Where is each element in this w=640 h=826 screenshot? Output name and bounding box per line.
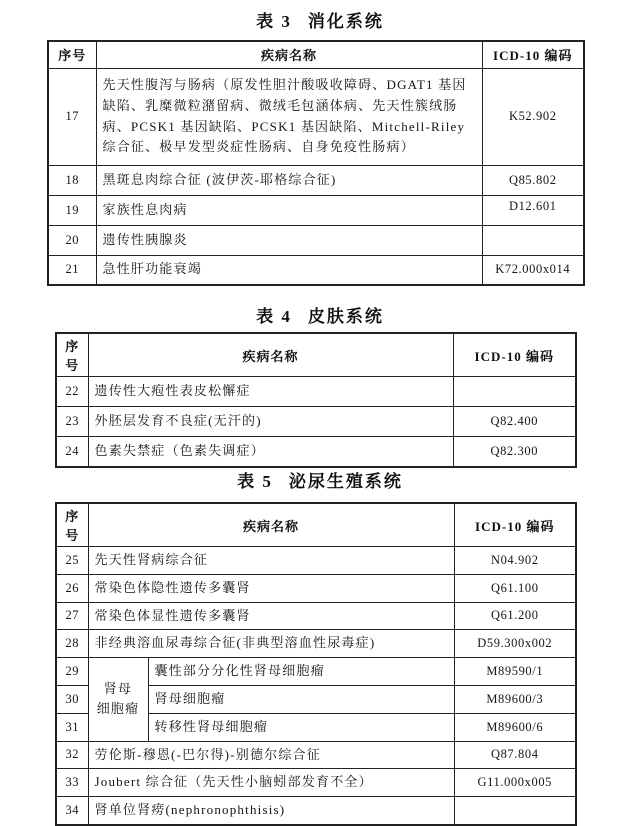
disease-name: 常染色体隐性遗传多囊肾 <box>88 574 454 602</box>
table4-title <box>0 302 640 327</box>
table-row <box>56 407 576 437</box>
disease-name: Joubert 综合征（先天性小脑蚓部发育不全） <box>88 769 454 797</box>
disease-name: 囊性部分分化性肾母细胞瘤 <box>148 658 454 686</box>
icd-code: G11.000x005 <box>454 769 576 797</box>
row-no: 24 <box>56 437 88 467</box>
icd-code: D12.601 <box>482 195 584 225</box>
table5-title-name: 泌尿生殖系统 <box>288 472 403 491</box>
row-no: 33 <box>56 769 88 797</box>
table-row <box>56 547 576 575</box>
disease-name: 常染色体显性遗传多囊肾 <box>88 602 454 630</box>
icd-code: K72.000x014 <box>482 255 584 285</box>
col-header-icd: ICD-10 编码 <box>453 333 576 377</box>
row-no: 18 <box>48 165 96 195</box>
icd-code: Q61.200 <box>454 602 576 630</box>
icd-code: Q82.400 <box>453 407 576 437</box>
disease-name: 外胚层发育不良症(无汗的) <box>88 407 453 437</box>
table4-title-prefix: 表 4 <box>256 307 292 326</box>
icd-code: M89590/1 <box>454 658 576 686</box>
disease-name: 色素失禁症（色素失调症） <box>88 437 453 467</box>
icd-code <box>482 225 584 255</box>
urogenital-system-table <box>55 502 577 826</box>
row-no: 27 <box>56 602 88 630</box>
table-row <box>48 195 584 225</box>
col-header-no: 序号 <box>48 41 96 68</box>
icd-code: Q85.802 <box>482 165 584 195</box>
table-row <box>56 437 576 467</box>
disease-name: 肾母细胞瘤 <box>148 685 454 713</box>
table3-title <box>0 7 640 32</box>
table5-title-prefix: 表 5 <box>237 472 273 491</box>
row-no: 26 <box>56 574 88 602</box>
icd-code: K52.902 <box>482 68 584 165</box>
icd-code: Q61.100 <box>454 574 576 602</box>
row-no: 30 <box>56 685 88 713</box>
row-no: 34 <box>56 797 88 825</box>
disease-name: 转移性肾母细胞瘤 <box>148 713 454 741</box>
col-header-icd: ICD-10 编码 <box>482 41 584 68</box>
table-row <box>48 255 584 285</box>
disease-name: 肾单位肾痨(nephronophthisis) <box>88 797 454 825</box>
header-row <box>56 333 576 377</box>
table-row <box>48 165 584 195</box>
icd-code <box>453 377 576 407</box>
col-header-no: 序号 <box>56 333 88 377</box>
digestive-system-table <box>47 40 585 286</box>
table-row <box>56 377 576 407</box>
row-no: 29 <box>56 658 88 686</box>
table-row <box>56 769 576 797</box>
disease-name: 黑斑息肉综合征 (波伊茨-耶格综合征) <box>96 165 482 195</box>
disease-name: 非经典溶血尿毒综合征(非典型溶血性尿毒症) <box>88 630 454 658</box>
table3-title-name: 消化系统 <box>307 12 384 31</box>
row-no: 21 <box>48 255 96 285</box>
table-row <box>48 225 584 255</box>
col-header-disease: 疾病名称 <box>96 41 482 68</box>
group-label-line1: 肾母 <box>103 681 133 697</box>
table5-title <box>0 467 640 492</box>
header-row <box>56 503 576 547</box>
table-row <box>56 574 576 602</box>
disease-group-label <box>88 658 148 741</box>
disease-name: 劳伦斯-穆恩(-巴尔得)-别德尔综合征 <box>88 741 454 769</box>
icd-code: N04.902 <box>454 547 576 575</box>
col-header-disease: 疾病名称 <box>88 333 453 377</box>
icd-code: Q82.300 <box>453 437 576 467</box>
table-row <box>56 630 576 658</box>
row-no: 23 <box>56 407 88 437</box>
icd-code: D59.300x002 <box>454 630 576 658</box>
group-label-line2: 细胞瘤 <box>96 701 140 717</box>
row-no: 28 <box>56 630 88 658</box>
col-header-disease: 疾病名称 <box>88 503 454 547</box>
header-row <box>48 41 584 68</box>
table-row <box>56 741 576 769</box>
table3-title-prefix: 表 3 <box>256 12 292 31</box>
table-row <box>56 797 576 825</box>
icd-code: Q87.804 <box>454 741 576 769</box>
table-row <box>56 602 576 630</box>
disease-name: 先天性腹泻与肠病（原发性胆汁酸吸收障碍、DGAT1 基因缺陷、乳糜微粒潴留病、微绒毛包涵体病、先天性簇绒肠病、PCSK1 基因缺陷、PCSK1 基因缺陷、Mitchell-Riley 综合征、极早发型炎症性肠病、自身免疫性肠病） <box>96 68 482 165</box>
row-no: 32 <box>56 741 88 769</box>
disease-name: 遗传性胰腺炎 <box>96 225 482 255</box>
row-no: 19 <box>48 195 96 225</box>
row-no: 17 <box>48 68 96 165</box>
row-no: 20 <box>48 225 96 255</box>
disease-name: 遗传性大疱性表皮松懈症 <box>88 377 453 407</box>
row-no: 25 <box>56 547 88 575</box>
col-header-icd: ICD-10 编码 <box>454 503 576 547</box>
row-no: 22 <box>56 377 88 407</box>
icd-code: M89600/6 <box>454 713 576 741</box>
skin-system-table <box>55 332 577 468</box>
disease-name: 家族性息肉病 <box>96 195 482 225</box>
table-row <box>48 68 584 165</box>
icd-code <box>454 797 576 825</box>
disease-name: 急性肝功能衰竭 <box>96 255 482 285</box>
col-header-no: 序号 <box>56 503 88 547</box>
table4-title-name: 皮肤系统 <box>307 307 384 326</box>
icd-code: M89600/3 <box>454 685 576 713</box>
row-no: 31 <box>56 713 88 741</box>
table-row <box>56 658 576 686</box>
disease-name: 先天性肾病综合征 <box>88 547 454 575</box>
